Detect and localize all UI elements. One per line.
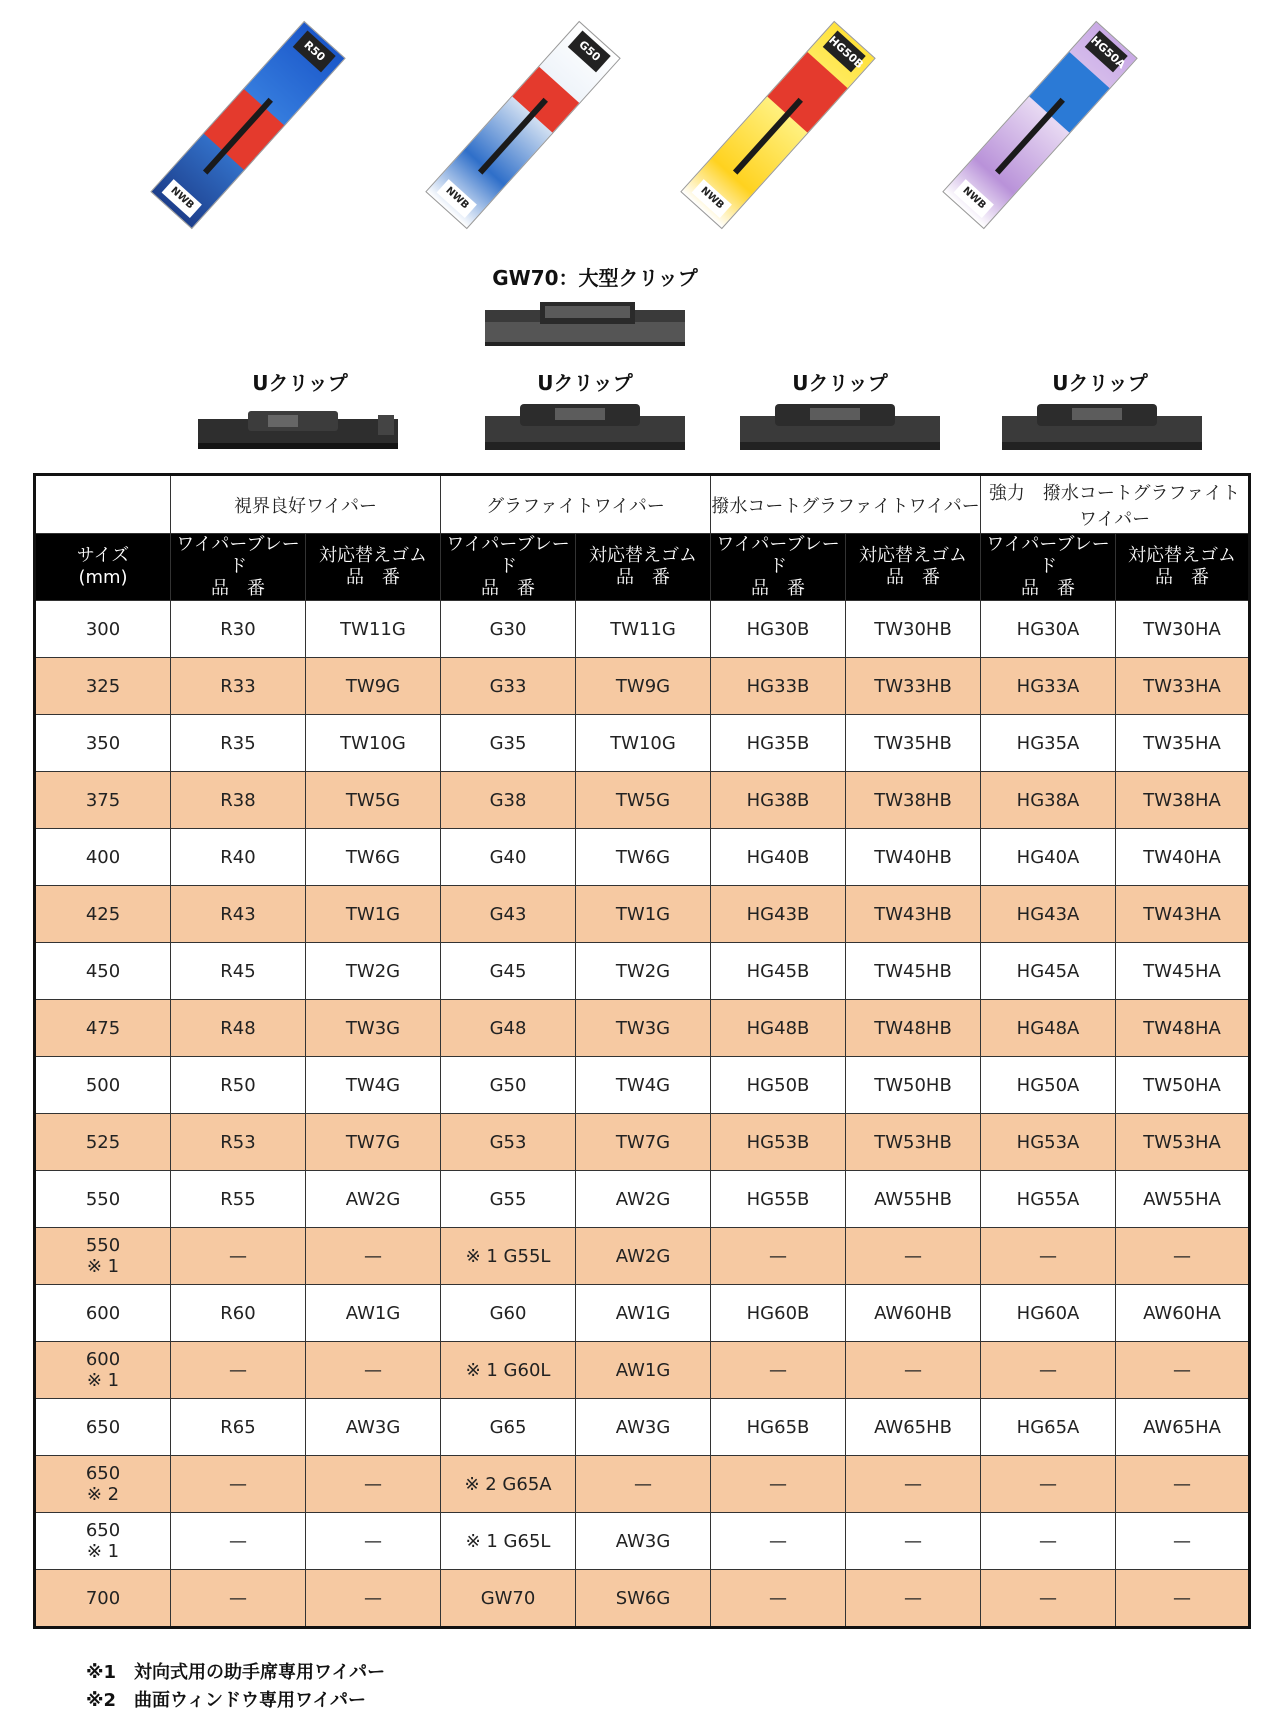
- table-row: [35, 1570, 1250, 1628]
- rubber-part-number-cell: TW2G: [576, 943, 711, 1000]
- blade-part-number-cell: G65: [441, 1399, 576, 1456]
- blade-part-number-cell: ※ 1 G65L: [441, 1513, 576, 1570]
- u-clip-image-3: [740, 400, 940, 440]
- blade-part-number-cell: HG60B: [711, 1285, 846, 1342]
- blade-part-number-cell: HG48B: [711, 1000, 846, 1057]
- u-clip-image-2: [485, 400, 685, 440]
- wiper-blade-graphic: [733, 98, 803, 175]
- blade-part-number-cell: G35: [441, 715, 576, 772]
- blade-part-number-cell: —: [711, 1228, 846, 1285]
- table-row: [35, 1513, 1250, 1570]
- rubber-part-number-cell: AW3G: [306, 1399, 441, 1456]
- rubber-part-number-cell: AW2G: [576, 1228, 711, 1285]
- group-header-row: [35, 475, 1250, 534]
- blade-part-number-cell: HG38A: [981, 772, 1116, 829]
- table-row: [35, 1000, 1250, 1057]
- blade-part-number-cell: —: [171, 1570, 306, 1628]
- group-header-graphite: グラファイトワイパー: [441, 475, 711, 534]
- rubber-part-number-cell: TW7G: [576, 1114, 711, 1171]
- table-row: [35, 1057, 1250, 1114]
- table-row: [35, 1285, 1250, 1342]
- rubber-part-number-cell: TW53HB: [846, 1114, 981, 1171]
- product-package-g50: [425, 21, 621, 229]
- blade-part-number-cell: HG33A: [981, 658, 1116, 715]
- wiper-spec-table: [33, 473, 1251, 1629]
- blade-part-number-cell: HG33B: [711, 658, 846, 715]
- blade-part-number-cell: —: [981, 1513, 1116, 1570]
- size-cell: 550 ※ 1: [35, 1228, 171, 1285]
- package-size-tag: G50: [568, 31, 611, 73]
- blade-part-number-cell: R40: [171, 829, 306, 886]
- rubber-part-number-cell: —: [1116, 1570, 1250, 1628]
- rubber-part-number-cell: TW48HB: [846, 1000, 981, 1057]
- blade-part-number-cell: HG43B: [711, 886, 846, 943]
- size-cell: 375: [35, 772, 171, 829]
- blade-part-number-cell: R60: [171, 1285, 306, 1342]
- blade-part-number-cell: G48: [441, 1000, 576, 1057]
- group-header-shikai: 視界良好ワイパー: [171, 475, 441, 534]
- table-row: [35, 886, 1250, 943]
- size-header: サイズ (mm): [35, 534, 171, 601]
- rubber-part-number-cell: —: [846, 1228, 981, 1285]
- blade-part-number-cell: G60: [441, 1285, 576, 1342]
- u-clip-label-3: Uクリップ: [792, 371, 888, 395]
- wiper-blade-graphic: [478, 98, 548, 175]
- blade-part-number-cell: G40: [441, 829, 576, 886]
- table-row: [35, 1114, 1250, 1171]
- blade-part-number-cell: —: [711, 1456, 846, 1513]
- rubber-part-number-cell: —: [306, 1570, 441, 1628]
- table-row: [35, 772, 1250, 829]
- blade-part-number-cell: HG55B: [711, 1171, 846, 1228]
- u-clip-label-4: Uクリップ: [1052, 371, 1148, 395]
- rubber-part-number-cell: AW3G: [576, 1399, 711, 1456]
- rubber-part-number-cell: TW50HA: [1116, 1057, 1250, 1114]
- size-cell: 450: [35, 943, 171, 1000]
- blade-part-number-cell: ※ 2 G65A: [441, 1456, 576, 1513]
- rubber-part-number-cell: TW43HB: [846, 886, 981, 943]
- product-package-hg50a: [942, 21, 1138, 229]
- blade-part-number-cell: G55: [441, 1171, 576, 1228]
- rubber-part-number-cell: TW53HA: [1116, 1114, 1250, 1171]
- size-cell: 650: [35, 1399, 171, 1456]
- blade-part-number-cell: G45: [441, 943, 576, 1000]
- package-brand: NWB: [162, 179, 202, 218]
- blade-part-number-cell: HG40B: [711, 829, 846, 886]
- blade-part-number-cell: HG53A: [981, 1114, 1116, 1171]
- size-cell: 300: [35, 601, 171, 658]
- rubber-part-number-cell: TW11G: [576, 601, 711, 658]
- rubber-part-number-cell: TW30HA: [1116, 601, 1250, 658]
- blade-part-number-cell: R43: [171, 886, 306, 943]
- wiper-blade-graphic: [995, 98, 1065, 175]
- product-package-hg50b: [680, 21, 876, 229]
- rubber-part-number-cell: TW10G: [576, 715, 711, 772]
- rubber-part-number-cell: —: [846, 1342, 981, 1399]
- blade-part-number-cell: HG40A: [981, 829, 1116, 886]
- rubber-part-number-cell: TW4G: [306, 1057, 441, 1114]
- blade-part-number-cell: HG43A: [981, 886, 1116, 943]
- table-row: [35, 1399, 1250, 1456]
- blade-part-number-cell: HG53B: [711, 1114, 846, 1171]
- blade-part-number-cell: R33: [171, 658, 306, 715]
- rubber-part-number-cell: AW1G: [576, 1342, 711, 1399]
- rubber-part-number-cell: AW1G: [306, 1285, 441, 1342]
- rubber-part-number-cell: TW40HA: [1116, 829, 1250, 886]
- blade-part-number-cell: R35: [171, 715, 306, 772]
- rubber-part-number-cell: TW10G: [306, 715, 441, 772]
- rubber-part-number-cell: TW30HB: [846, 601, 981, 658]
- rubber-part-number-cell: TW1G: [306, 886, 441, 943]
- size-cell: 600: [35, 1285, 171, 1342]
- rubber-part-number-cell: TW33HA: [1116, 658, 1250, 715]
- package-size-tag: R50: [293, 31, 336, 73]
- blade-part-number-cell: R65: [171, 1399, 306, 1456]
- blade-part-number-cell: HG38B: [711, 772, 846, 829]
- size-cell: 700: [35, 1570, 171, 1628]
- blade-part-number-cell: HG45A: [981, 943, 1116, 1000]
- rubber-part-number-cell: TW1G: [576, 886, 711, 943]
- rubber-part-number-cell: TW35HB: [846, 715, 981, 772]
- rubber-part-number-cell: TW6G: [306, 829, 441, 886]
- blade-part-number-cell: HG60A: [981, 1285, 1116, 1342]
- size-cell: 525: [35, 1114, 171, 1171]
- blade-part-number-cell: G38: [441, 772, 576, 829]
- blade-part-number-cell: HG48A: [981, 1000, 1116, 1057]
- blade-part-number-cell: HG30A: [981, 601, 1116, 658]
- blade-header: ワイパーブレード 品 番: [441, 534, 576, 601]
- table-row: [35, 829, 1250, 886]
- footnote-2: ※2 曲面ウィンドウ専用ワイパー: [86, 1690, 367, 1711]
- blade-part-number-cell: —: [981, 1456, 1116, 1513]
- table-row: [35, 943, 1250, 1000]
- package-size-tag: HG50A: [1085, 31, 1128, 73]
- blade-part-number-cell: —: [171, 1228, 306, 1285]
- rubber-part-number-cell: TW5G: [576, 772, 711, 829]
- blade-part-number-cell: HG50A: [981, 1057, 1116, 1114]
- size-cell: 325: [35, 658, 171, 715]
- blade-part-number-cell: ※ 1 G60L: [441, 1342, 576, 1399]
- rubber-part-number-cell: —: [846, 1513, 981, 1570]
- blade-part-number-cell: R55: [171, 1171, 306, 1228]
- size-cell: 475: [35, 1000, 171, 1057]
- blade-part-number-cell: HG65B: [711, 1399, 846, 1456]
- table-row: [35, 715, 1250, 772]
- rubber-part-number-cell: TW38HB: [846, 772, 981, 829]
- blade-part-number-cell: ※ 1 G55L: [441, 1228, 576, 1285]
- rubber-part-number-cell: TW40HB: [846, 829, 981, 886]
- blade-part-number-cell: R53: [171, 1114, 306, 1171]
- rubber-part-number-cell: —: [1116, 1342, 1250, 1399]
- rubber-part-number-cell: TW45HA: [1116, 943, 1250, 1000]
- u-clip-label-2: Uクリップ: [537, 371, 633, 395]
- table-row: [35, 658, 1250, 715]
- rubber-part-number-cell: —: [846, 1570, 981, 1628]
- rubber-part-number-cell: TW48HA: [1116, 1000, 1250, 1057]
- table-row: [35, 601, 1250, 658]
- rubber-part-number-cell: TW9G: [576, 658, 711, 715]
- blade-part-number-cell: HG55A: [981, 1171, 1116, 1228]
- blade-part-number-cell: —: [171, 1456, 306, 1513]
- rubber-header: 対応替えゴム 品 番: [306, 534, 441, 601]
- blade-part-number-cell: R45: [171, 943, 306, 1000]
- blade-part-number-cell: G50: [441, 1057, 576, 1114]
- size-cell: 650 ※ 2: [35, 1456, 171, 1513]
- blade-part-number-cell: HG50B: [711, 1057, 846, 1114]
- table-row: [35, 1456, 1250, 1513]
- package-size-tag: HG50B: [823, 31, 866, 73]
- u-clip-label-1: Uクリップ: [252, 371, 348, 395]
- blade-part-number-cell: G33: [441, 658, 576, 715]
- blade-header: ワイパーブレード 品 番: [171, 534, 306, 601]
- gw70-clip-label: GW70：大型クリップ: [492, 266, 698, 290]
- rubber-part-number-cell: —: [306, 1513, 441, 1570]
- blade-part-number-cell: HG45B: [711, 943, 846, 1000]
- rubber-part-number-cell: TW45HB: [846, 943, 981, 1000]
- rubber-header: 対応替えゴム 品 番: [576, 534, 711, 601]
- size-cell: 425: [35, 886, 171, 943]
- rubber-header: 対応替えゴム 品 番: [846, 534, 981, 601]
- blade-part-number-cell: R30: [171, 601, 306, 658]
- rubber-part-number-cell: AW1G: [576, 1285, 711, 1342]
- rubber-header: 対応替えゴム 品 番: [1116, 534, 1250, 601]
- blade-part-number-cell: HG35A: [981, 715, 1116, 772]
- rubber-part-number-cell: AW2G: [306, 1171, 441, 1228]
- table-row: [35, 1171, 1250, 1228]
- empty-header-cell: [35, 475, 171, 534]
- product-package-r50: [150, 21, 346, 229]
- rubber-part-number-cell: TW11G: [306, 601, 441, 658]
- rubber-part-number-cell: AW55HB: [846, 1171, 981, 1228]
- large-clip-image: [485, 300, 685, 340]
- rubber-part-number-cell: —: [1116, 1228, 1250, 1285]
- rubber-part-number-cell: TW3G: [576, 1000, 711, 1057]
- rubber-part-number-cell: SW6G: [576, 1570, 711, 1628]
- rubber-part-number-cell: TW38HA: [1116, 772, 1250, 829]
- u-clip-image-4: [1002, 400, 1202, 440]
- package-brand: NWB: [954, 179, 994, 218]
- size-cell: 600 ※ 1: [35, 1342, 171, 1399]
- rubber-part-number-cell: TW3G: [306, 1000, 441, 1057]
- size-cell: 500: [35, 1057, 171, 1114]
- blade-part-number-cell: GW70: [441, 1570, 576, 1628]
- rubber-part-number-cell: TW9G: [306, 658, 441, 715]
- rubber-part-number-cell: TW4G: [576, 1057, 711, 1114]
- rubber-part-number-cell: —: [1116, 1456, 1250, 1513]
- blade-part-number-cell: G43: [441, 886, 576, 943]
- blade-part-number-cell: HG30B: [711, 601, 846, 658]
- package-brand: NWB: [437, 179, 477, 218]
- rubber-part-number-cell: TW50HB: [846, 1057, 981, 1114]
- blade-header: ワイパーブレード 品 番: [711, 534, 846, 601]
- rubber-part-number-cell: AW65HB: [846, 1399, 981, 1456]
- rubber-part-number-cell: TW7G: [306, 1114, 441, 1171]
- blade-part-number-cell: R48: [171, 1000, 306, 1057]
- rubber-part-number-cell: —: [576, 1456, 711, 1513]
- blade-part-number-cell: —: [981, 1570, 1116, 1628]
- blade-part-number-cell: G30: [441, 601, 576, 658]
- rubber-part-number-cell: TW33HB: [846, 658, 981, 715]
- blade-part-number-cell: HG65A: [981, 1399, 1116, 1456]
- rubber-part-number-cell: AW60HB: [846, 1285, 981, 1342]
- blade-header: ワイパーブレード 品 番: [981, 534, 1116, 601]
- rubber-part-number-cell: AW60HA: [1116, 1285, 1250, 1342]
- rubber-part-number-cell: —: [306, 1456, 441, 1513]
- rubber-part-number-cell: AW2G: [576, 1171, 711, 1228]
- footnote-1: ※1 対向式用の助手席専用ワイパー: [86, 1662, 386, 1683]
- size-cell: 400: [35, 829, 171, 886]
- rubber-part-number-cell: TW6G: [576, 829, 711, 886]
- blade-part-number-cell: —: [711, 1342, 846, 1399]
- blade-part-number-cell: —: [711, 1513, 846, 1570]
- blade-part-number-cell: —: [171, 1513, 306, 1570]
- blade-part-number-cell: —: [171, 1342, 306, 1399]
- size-cell: 550: [35, 1171, 171, 1228]
- rubber-part-number-cell: TW35HA: [1116, 715, 1250, 772]
- blade-part-number-cell: —: [981, 1228, 1116, 1285]
- rubber-part-number-cell: AW3G: [576, 1513, 711, 1570]
- rubber-part-number-cell: —: [306, 1342, 441, 1399]
- rubber-part-number-cell: TW5G: [306, 772, 441, 829]
- rubber-part-number-cell: —: [846, 1456, 981, 1513]
- table-row: [35, 1228, 1250, 1285]
- sub-header-row: [35, 534, 1250, 601]
- blade-part-number-cell: —: [711, 1570, 846, 1628]
- blade-part-number-cell: R50: [171, 1057, 306, 1114]
- blade-part-number-cell: G53: [441, 1114, 576, 1171]
- blade-part-number-cell: R38: [171, 772, 306, 829]
- blade-part-number-cell: HG35B: [711, 715, 846, 772]
- size-cell: 350: [35, 715, 171, 772]
- table-body: [35, 601, 1250, 1628]
- package-brand: NWB: [692, 179, 732, 218]
- blade-part-number-cell: —: [981, 1342, 1116, 1399]
- rubber-part-number-cell: —: [306, 1228, 441, 1285]
- group-header-kyouryoku: 強力 撥水コートグラファイトワイパー: [981, 475, 1250, 534]
- rubber-part-number-cell: AW55HA: [1116, 1171, 1250, 1228]
- group-header-hassui: 撥水コートグラファイトワイパー: [711, 475, 981, 534]
- u-clip-image-1: [198, 405, 398, 445]
- size-cell: 650 ※ 1: [35, 1513, 171, 1570]
- rubber-part-number-cell: AW65HA: [1116, 1399, 1250, 1456]
- table-row: [35, 1342, 1250, 1399]
- rubber-part-number-cell: TW2G: [306, 943, 441, 1000]
- rubber-part-number-cell: TW43HA: [1116, 886, 1250, 943]
- rubber-part-number-cell: —: [1116, 1513, 1250, 1570]
